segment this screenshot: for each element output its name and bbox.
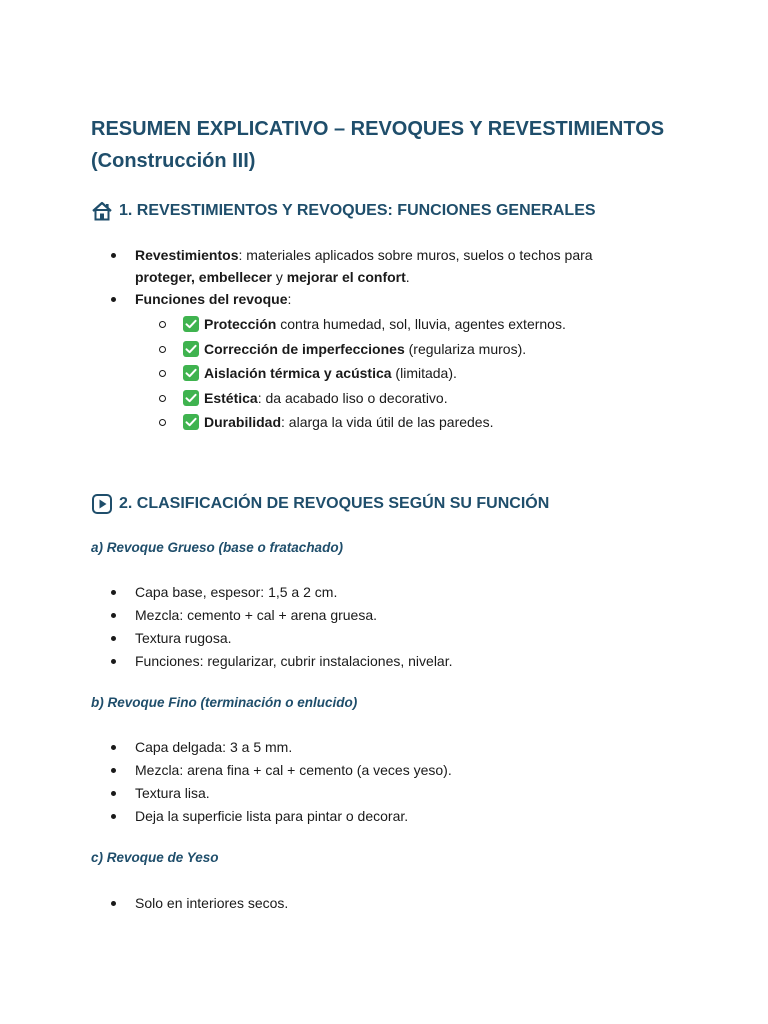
check-icon bbox=[183, 341, 199, 357]
revestimientos-text-2: y bbox=[271, 269, 287, 285]
hollow-bullet-icon bbox=[159, 419, 166, 426]
hollow-bullet-icon bbox=[159, 321, 166, 328]
check-icon bbox=[183, 365, 199, 381]
list-item: Deja la superficie lista para pintar o decorar. bbox=[108, 805, 452, 828]
revestimientos-term: Revestimientos bbox=[135, 247, 239, 263]
list-item: Mezcla: arena fina + cal + cemento (a veces yeso). bbox=[108, 759, 452, 782]
subheading-revoque-grueso: a) Revoque Grueso (base o fratachado) bbox=[91, 540, 344, 555]
funcion-item bbox=[135, 361, 635, 386]
section-2-title: 2. CLASIFICACIÓN DE REVOQUES SEGÚN SU FUNCIÓN bbox=[119, 495, 550, 512]
funcion-text: : alarga la vida útil de las paredes. bbox=[281, 414, 494, 430]
funcion-text: (regulariza muros). bbox=[404, 340, 527, 357]
list-item: Solo en interiores secos. bbox=[108, 892, 288, 915]
funcion-bold: Aislación térmica y acústica bbox=[204, 365, 392, 381]
funcion-text: contra humedad, sol, lluvia, agentes externos. bbox=[276, 316, 566, 332]
house-icon bbox=[91, 200, 113, 222]
list-item: Capa delgada: 3 a 5 mm. bbox=[108, 736, 452, 759]
funcion-text: (limitada). bbox=[391, 365, 457, 381]
list-item: Capa base, espesor: 1,5 a 2 cm. bbox=[108, 581, 453, 604]
funciones-term: Funciones del revoque bbox=[135, 291, 288, 307]
hollow-bullet-icon bbox=[159, 395, 166, 402]
revoque-yeso-list bbox=[108, 892, 288, 915]
funcion-item bbox=[135, 312, 635, 337]
revestimientos-text-1: : materiales aplicados sobre muros, suelos o techos para bbox=[238, 247, 593, 263]
section-2-heading bbox=[91, 493, 549, 515]
revestimientos-text-3: . bbox=[405, 269, 410, 285]
revoque-grueso-list bbox=[108, 581, 453, 673]
revestimientos-bold-2: mejorar el confort bbox=[286, 269, 406, 285]
subheading-revoque-fino: b) Revoque Fino (terminación o enlucido) bbox=[91, 695, 358, 710]
list-item: Funciones: regularizar, cubrir instalaciones, nivelar. bbox=[108, 650, 453, 673]
funciones-sublist bbox=[135, 312, 635, 435]
check-icon bbox=[183, 390, 199, 406]
list-item-revestimientos bbox=[108, 244, 635, 288]
funciones-colon: : bbox=[287, 291, 292, 307]
section-1-title: 1. REVESTIMIENTOS Y REVOQUES: FUNCIONES GENERALES bbox=[119, 202, 596, 219]
funcion-bold: Estética bbox=[204, 389, 258, 406]
play-button-icon bbox=[91, 493, 113, 515]
list-item: Textura lisa. bbox=[108, 782, 452, 805]
funcion-item bbox=[135, 410, 635, 435]
funcion-bold: Durabilidad bbox=[204, 414, 282, 430]
hollow-bullet-icon bbox=[159, 346, 166, 353]
document-title bbox=[91, 113, 731, 177]
revoque-fino-list bbox=[108, 736, 452, 828]
subheading-revoque-yeso: c) Revoque de Yeso bbox=[91, 850, 219, 865]
title-line-2: (Construcción III) bbox=[91, 150, 256, 172]
check-icon bbox=[183, 316, 199, 332]
section-1-list bbox=[108, 244, 635, 435]
funcion-text: : da acabado liso o decorativo. bbox=[257, 389, 448, 406]
list-item: Mezcla: cemento + cal + arena gruesa. bbox=[108, 604, 453, 627]
title-line-1: RESUMEN EXPLICATIVO – REVOQUES Y REVESTIMIENTOS bbox=[91, 118, 665, 140]
check-icon bbox=[183, 414, 199, 430]
list-item-funciones bbox=[108, 288, 635, 435]
funcion-item bbox=[135, 337, 635, 362]
list-item: Textura rugosa. bbox=[108, 627, 453, 650]
funcion-item bbox=[135, 386, 635, 411]
revestimientos-bold-1: proteger, embellecer bbox=[135, 269, 272, 285]
funcion-bold: Corrección de imperfecciones bbox=[204, 340, 405, 357]
section-1-heading bbox=[91, 200, 596, 222]
hollow-bullet-icon bbox=[159, 370, 166, 377]
funcion-bold: Protección bbox=[204, 316, 277, 332]
